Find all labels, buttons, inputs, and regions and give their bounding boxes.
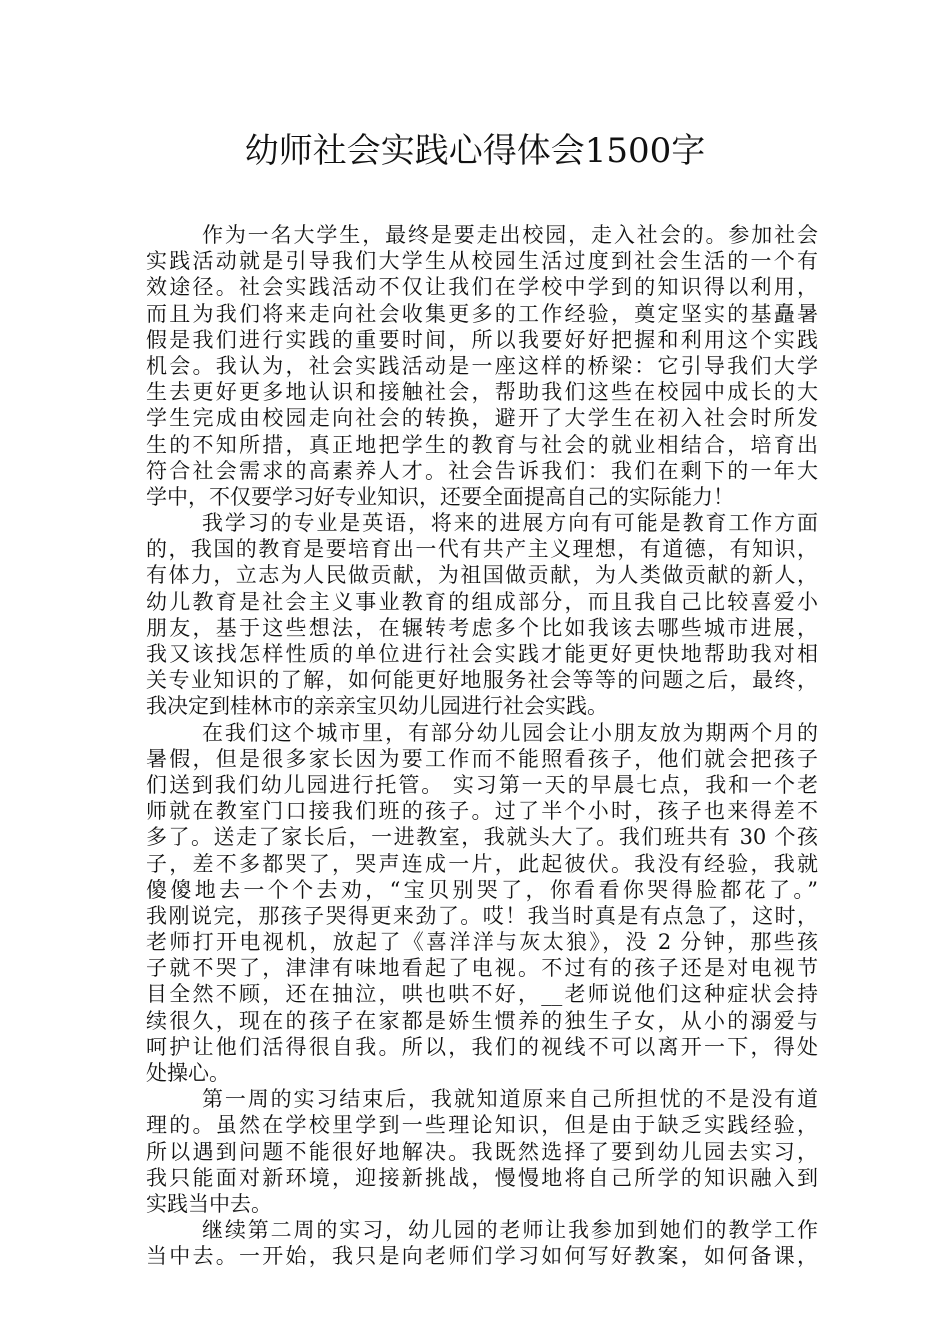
- text-line: 我只能面对新环境，迎接新挑战，慢慢地将自己所学的知识融入到: [146, 1165, 818, 1190]
- text-line: 符合社会需求的高素养人才。社会告诉我们：我们在剩下的一年大: [146, 458, 818, 483]
- text-line: 继续第二周的实习，幼儿园的老师让我参加到她们的教学工作: [202, 1218, 818, 1243]
- text-line: 的，我国的教育是要培育出一代有共产主义理想，有道德，有知识，: [146, 537, 818, 562]
- paragraph: [146, 1217, 818, 1269]
- text-line: 续很久，现在的孩子在家都是娇生惯养的独生子女，从小的溺爱与: [146, 1008, 818, 1033]
- text-line: 处操心。: [146, 1061, 230, 1085]
- text-line: 师就在教室门口接我们班的孩子。过了半个小时，孩子也来得差不: [146, 799, 818, 824]
- text-line: 我又该找怎样性质的单位进行社会实践才能更好更快地帮助我对相: [146, 642, 818, 666]
- text-line: 而且为我们将来走向社会收集更多的工作经验，奠定坚实的基矗暑: [146, 301, 818, 326]
- text-line: 生去更好更多地认识和接触社会，帮助我们这些在校园中成长的大: [146, 380, 818, 405]
- text-line: 子就不哭了，津津有味地看起了电视。不过有的孩子还是对电视节: [146, 956, 818, 981]
- text-line: 生的不知所措，真正地把学生的教育与社会的就业相结合，培育出: [146, 432, 818, 457]
- text-line: 暑假，但是很多家长因为要工作而不能照看孩子，他们就会把孩子: [146, 746, 818, 771]
- text-line: 作为一名大学生，最终是要走出校园，走入社会的。参加社会: [202, 223, 818, 247]
- text-line: 幼儿教育是社会主义事业教育的组成部分，而且我自己比较喜爱小: [146, 589, 818, 614]
- text-line: 们送到我们幼儿园进行托管。 实习第一天的早晨七点，我和一个老: [146, 772, 818, 797]
- text-line: 目全然不顾，还在抽泣，哄也哄不好，__老师说他们这种症状会持: [146, 982, 818, 1007]
- paragraph: [146, 1086, 818, 1217]
- text-line: 学生完成由校园走向社会的转换，避开了大学生在初入社会时所发: [146, 406, 818, 431]
- document-title: 幼师社会实践心得体会1500字: [244, 131, 706, 171]
- paragraph: [146, 720, 818, 1087]
- text-line: 实践当中去。: [146, 1191, 272, 1216]
- text-line: 理的。虽然在学校里学到一些理论知识，但是由于缺乏实践经验，: [146, 1113, 818, 1138]
- text-line: 学中，不仅要学习好专业知识，还要全面提高自己的实际能力！: [146, 484, 734, 509]
- text-line: 机会。我认为，社会实践活动是一座这样的桥梁：它引导我们大学: [146, 353, 818, 378]
- document-body: [146, 222, 818, 1270]
- paragraph: [146, 510, 818, 720]
- text-line: 子，差不多都哭了，哭声连成一片，此起彼伏。我没有经验，我就: [146, 851, 818, 876]
- text-line: 关专业知识的了解，如何能更好地服务社会等等的问题之后，最终，: [146, 668, 818, 693]
- text-line: 多了。送走了家长后，一进教室，我就头大了。我们班共有 30 个孩: [146, 825, 818, 850]
- text-line: 实践活动就是引导我们大学生从校园生活过度到社会生活的一个有: [146, 249, 818, 274]
- text-line: 呵护让他们活得很自我。所以，我们的视线不可以离开一下，得处: [146, 1034, 818, 1059]
- text-line: 当中去。一开始，我只是向老师们学习如何写好教案，如何备课，: [146, 1244, 818, 1269]
- text-line: 我决定到桂林市的亲亲宝贝幼儿园进行社会实践。: [146, 694, 608, 719]
- text-line: 效途径。社会实践活动不仅让我们在学校中学到的知识得以利用，: [146, 275, 818, 300]
- text-line: 傻傻地去一个个去劝，“宝贝别哭了，你看看你哭得脸都花了。”: [146, 877, 818, 902]
- text-line: 我学习的专业是英语，将来的进展方向有可能是教育工作方面: [202, 511, 818, 536]
- text-line: 老师打开电视机，放起了《喜洋洋与灰太狼》，没 2 分钟，那些孩: [146, 930, 818, 955]
- text-line: 有体力，立志为人民做贡献，为祖国做贡献，为人类做贡献的新人，: [146, 563, 818, 588]
- text-line: 假是我们进行实践的重要时间，所以我要好好把握和利用这个实践: [146, 327, 818, 352]
- text-line: 我刚说完，那孩子哭得更来劲了。哎！我当时真是有点急了，这时，: [146, 903, 818, 928]
- text-line: 朋友，基于这些想法，在辗转考虑多个比如我该去哪些城市进展，: [146, 615, 818, 640]
- text-line: 第一周的实习结束后，我就知道原来自己所担忧的不是没有道: [202, 1087, 818, 1112]
- paragraph: [146, 222, 818, 510]
- text-line: 在我们这个城市里，有部分幼儿园会让小朋友放为期两个月的: [202, 720, 818, 745]
- text-line: 所以遇到问题不能很好地解决。我既然选择了要到幼儿园去实习，: [146, 1139, 818, 1164]
